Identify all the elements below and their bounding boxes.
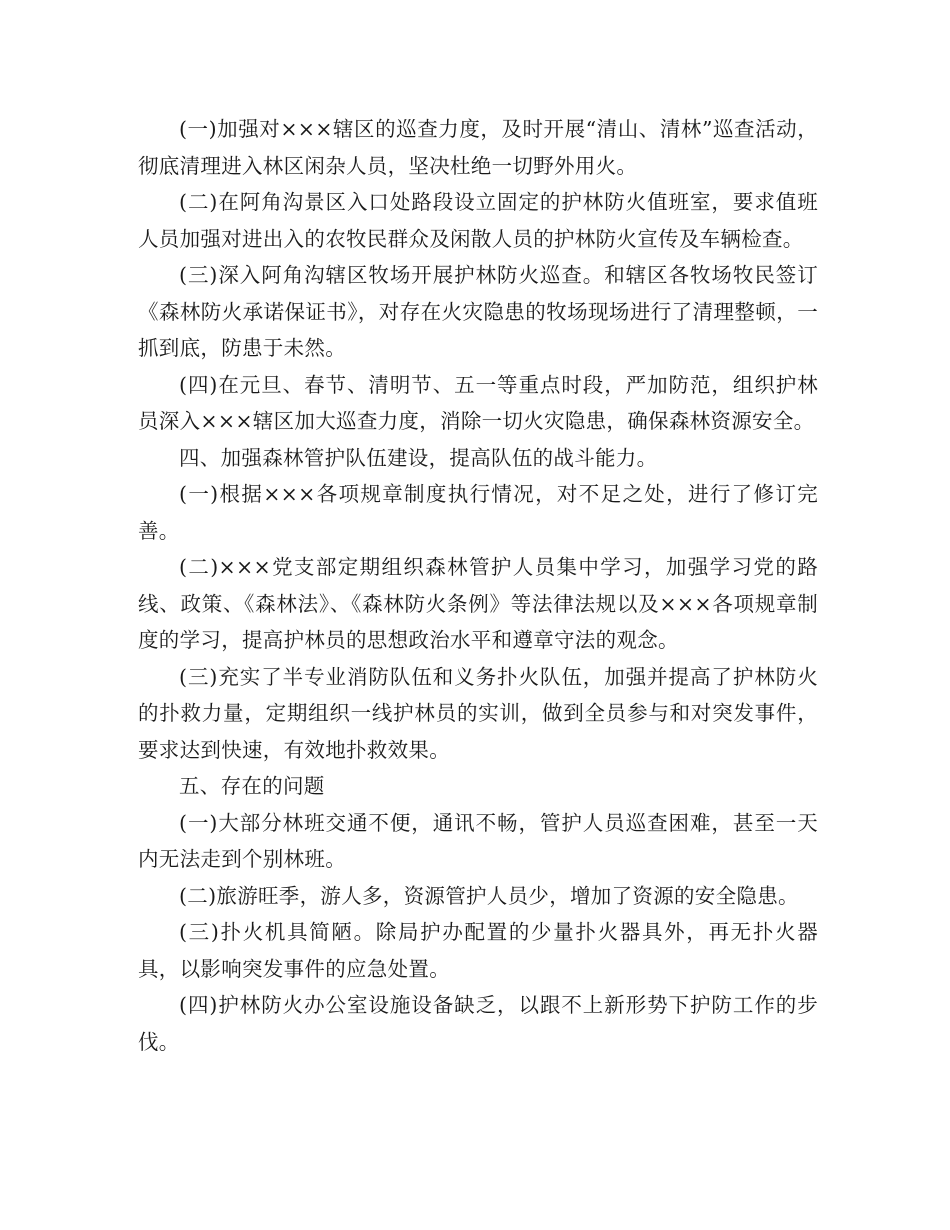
paragraph-problem-traffic: (一)大部分林班交通不便，通讯不畅，管护人员巡查困难，甚至一天内无法走到个别林班。 [138,810,818,871]
paragraph-problem-equipment: (三)扑火机具简陋。除局护办配置的少量扑火器具外，再无扑火器具，以影响突发事件的应急处置。 [138,920,818,981]
paragraph-rules-revision: (一)根据×××各项规章制度执行情况，对不足之处，进行了修订完善。 [138,482,818,543]
section-heading-problems: 五、存在的问题 [179,774,325,798]
document-body [138,111,818,1060]
paragraph-key-periods: (四)在元旦、春节、清明节、五一等重点时段，严加防范，组织护林员深入×××辖区加大巡查力度，消除一切火灾隐患，确保森林资源安全。 [138,372,818,433]
paragraph-problem-tourism: (二)旅游旺季，游人多，资源管护人员少，增加了资源的安全隐患。 [179,883,799,908]
paragraph-duty-room: (二)在阿角沟景区入口处路段设立固定的护林防火值班室，要求值班人员加强对进出入的农牧民群众及闲散人员的护林防火宣传及车辆检查。 [138,190,818,251]
paragraph-firefighting-teams: (三)充实了半专业消防队伍和义务扑火队伍，加强并提高了护林防火的扑救力量，定期组织一线护林员的实训，做到全员参与和对突发事件，要求达到快速，有效地扑救效果。 [138,664,818,762]
paragraph-pasture-inspection: (三)深入阿角沟辖区牧场开展护林防火巡查。和辖区各牧场牧民签订《森林防火承诺保证书》，对存在火灾隐患的牧场现场进行了清理整顿，一抓到底，防患于未然。 [138,263,818,360]
section-heading-team-building: 四、加强森林管护队伍建设，提高队伍的战斗能力。 [179,445,658,470]
paragraph-party-study: (二)×××党支部定期组织森林管护人员集中学习，加强学习党的路线、政策、《森林法》、《森林防火条例》等法律法规以及×××各项规章制度的学习，提高护林员的思想政治水平和遵章守法的观念。 [138,555,818,652]
paragraph-problem-office: (四)护林防火办公室设施设备缺乏，以跟不上新形势下护防工作的步伐。 [138,993,818,1054]
paragraph-patrol-intensity: (一)加强对×××辖区的巡查力度，及时开展“清山、清林”巡查活动，彻底清理进入林区闲杂人员，坚决杜绝一切野外用火。 [138,117,818,178]
